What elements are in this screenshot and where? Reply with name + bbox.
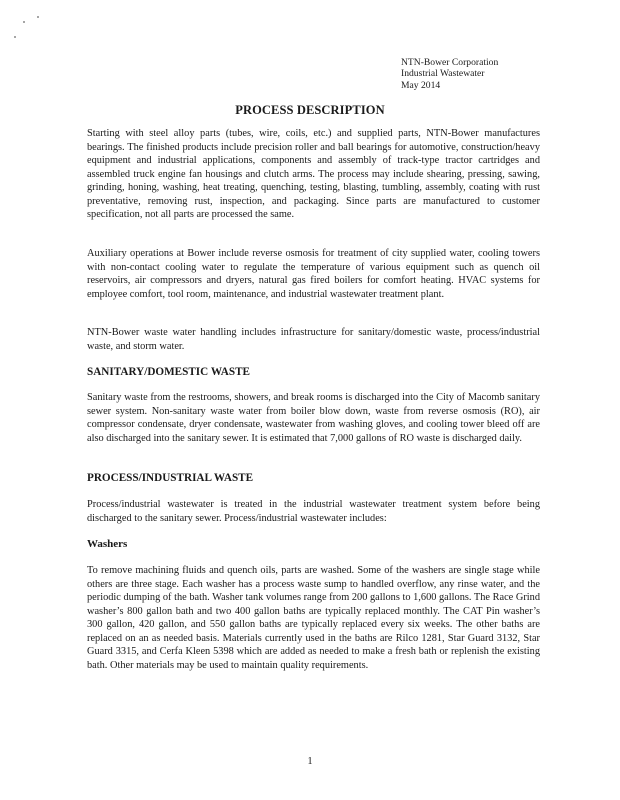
header-company: NTN-Bower Corporation xyxy=(401,57,499,68)
header-subject: Industrial Wastewater xyxy=(401,68,485,80)
washers-paragraph: To remove machining fluids and quench oils, parts are washed. Some of the washers are single stage while others are three stage. Each washer has a process waste sump to handled overflow, any rinse water, and the periodic dumping of the bath. Washer tank volumes range from 200 gallons to 1,600 gallons. The Race Grind washer’s 800 gallon bath and two 400 gallon baths are typically replaced monthly. The CAT Pin washer’s 300 gallon, 420 gallon, and 550 gallon baths are typically replaced every six weeks. The other baths are replaced on an as needed basis. Materials currently used in the baths are Rilco 1281, Star Guard 3132, Star Guard 3315, and Cerfa Kleen 5398 which are added as needed to make a fresh bath or replenish the existing bath. Other materials may be used to maintain quality requirements. xyxy=(87,565,540,671)
scan-speck xyxy=(23,21,25,23)
subheading-washers: Washers xyxy=(87,538,128,550)
scan-speck xyxy=(14,36,16,38)
process-paragraph: Process/industrial wastewater is treated in the industrial wastewater treatment system before being discharged to the sanitary sewer. Process/industrial wastewater includes: xyxy=(87,499,540,524)
intro-paragraph-3: NTN-Bower waste water handling includes infrastructure for sanitary/domestic waste, process/industrial waste, and storm water. xyxy=(87,327,540,352)
document-header xyxy=(401,57,498,91)
intro-paragraph-1: Starting with steel alloy parts (tubes, wire, coils, etc.) and supplied parts, NTN-Bower manufactures bearings. The finished products include precision roller and ball bearings for automotive, construction/heavy equipment and industrial applications, components and assembly of track-type tractor cartridges and assembled truck engine fan housings and clutch arms. The process may include shearing, pressing, sawing, grinding, honing, washing, heat treating, quenching, testing, blasting, tumbling, assembly, coating with rust preventative, removing rust, inspection, and packaging. Since parts are manufactured to customer specification, not all parts are processed the same. xyxy=(87,128,540,220)
intro-paragraph-2: Auxiliary operations at Bower include reverse osmosis for treatment of city supplied water, cooling towers with non-contact cooling water to regulate the temperature of various equipment such as quench oil reservoirs, air compressors and dryers, natural gas fired boilers for comfort heating. HVAC systems for employee comfort, tool room, maintenance, and industrial wastewater treatment plant. xyxy=(87,248,540,300)
document-title: PROCESS DESCRIPTION xyxy=(235,103,385,117)
scan-speck xyxy=(37,16,39,18)
header-date: May 2014 xyxy=(401,79,441,91)
section-heading-process: PROCESS/INDUSTRIAL WASTE xyxy=(87,472,254,484)
section-heading-sanitary: SANITARY/DOMESTIC WASTE xyxy=(87,366,251,378)
page-number: 1 xyxy=(307,756,313,767)
sanitary-paragraph: Sanitary waste from the restrooms, showers, and break rooms is discharged into the City of Macomb sanitary sewer system. Non-sanitary waste water from boiler blow down, waste from reverse osmosis (RO), air compressor condensate, dryer condensate, wastewater from washing gloves, and cooling tower bleed off are also discharged into the sanitary sewer. It is estimated that 7,000 gallons of RO waste is discharged daily. xyxy=(87,392,540,444)
